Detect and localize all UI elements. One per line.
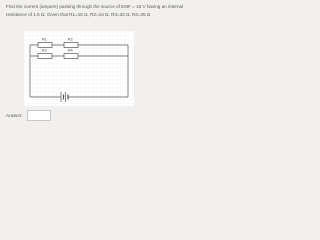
circuit-diagram <box>24 31 134 106</box>
resistor-r1 <box>38 43 52 48</box>
label-r4: R4 <box>68 48 73 53</box>
answer-label: Answer: <box>6 113 23 118</box>
answer-input[interactable] <box>27 110 51 121</box>
circuit-svg <box>24 31 134 106</box>
label-r3: R3 <box>42 48 47 53</box>
label-r1: R1 <box>42 37 47 42</box>
question-text: Find the current (ampere) passing through the source of EMF = 18 V having an internal resistance of 1.5 Ω. Given that R1=15 Ω, R2=16 Ω, R3=33 Ω, R4=35 Ω <box>6 4 184 17</box>
resistor-r3 <box>38 54 52 59</box>
label-r2: R2 <box>68 37 73 42</box>
resistor-r2 <box>64 43 78 48</box>
resistor-r4 <box>64 54 78 59</box>
